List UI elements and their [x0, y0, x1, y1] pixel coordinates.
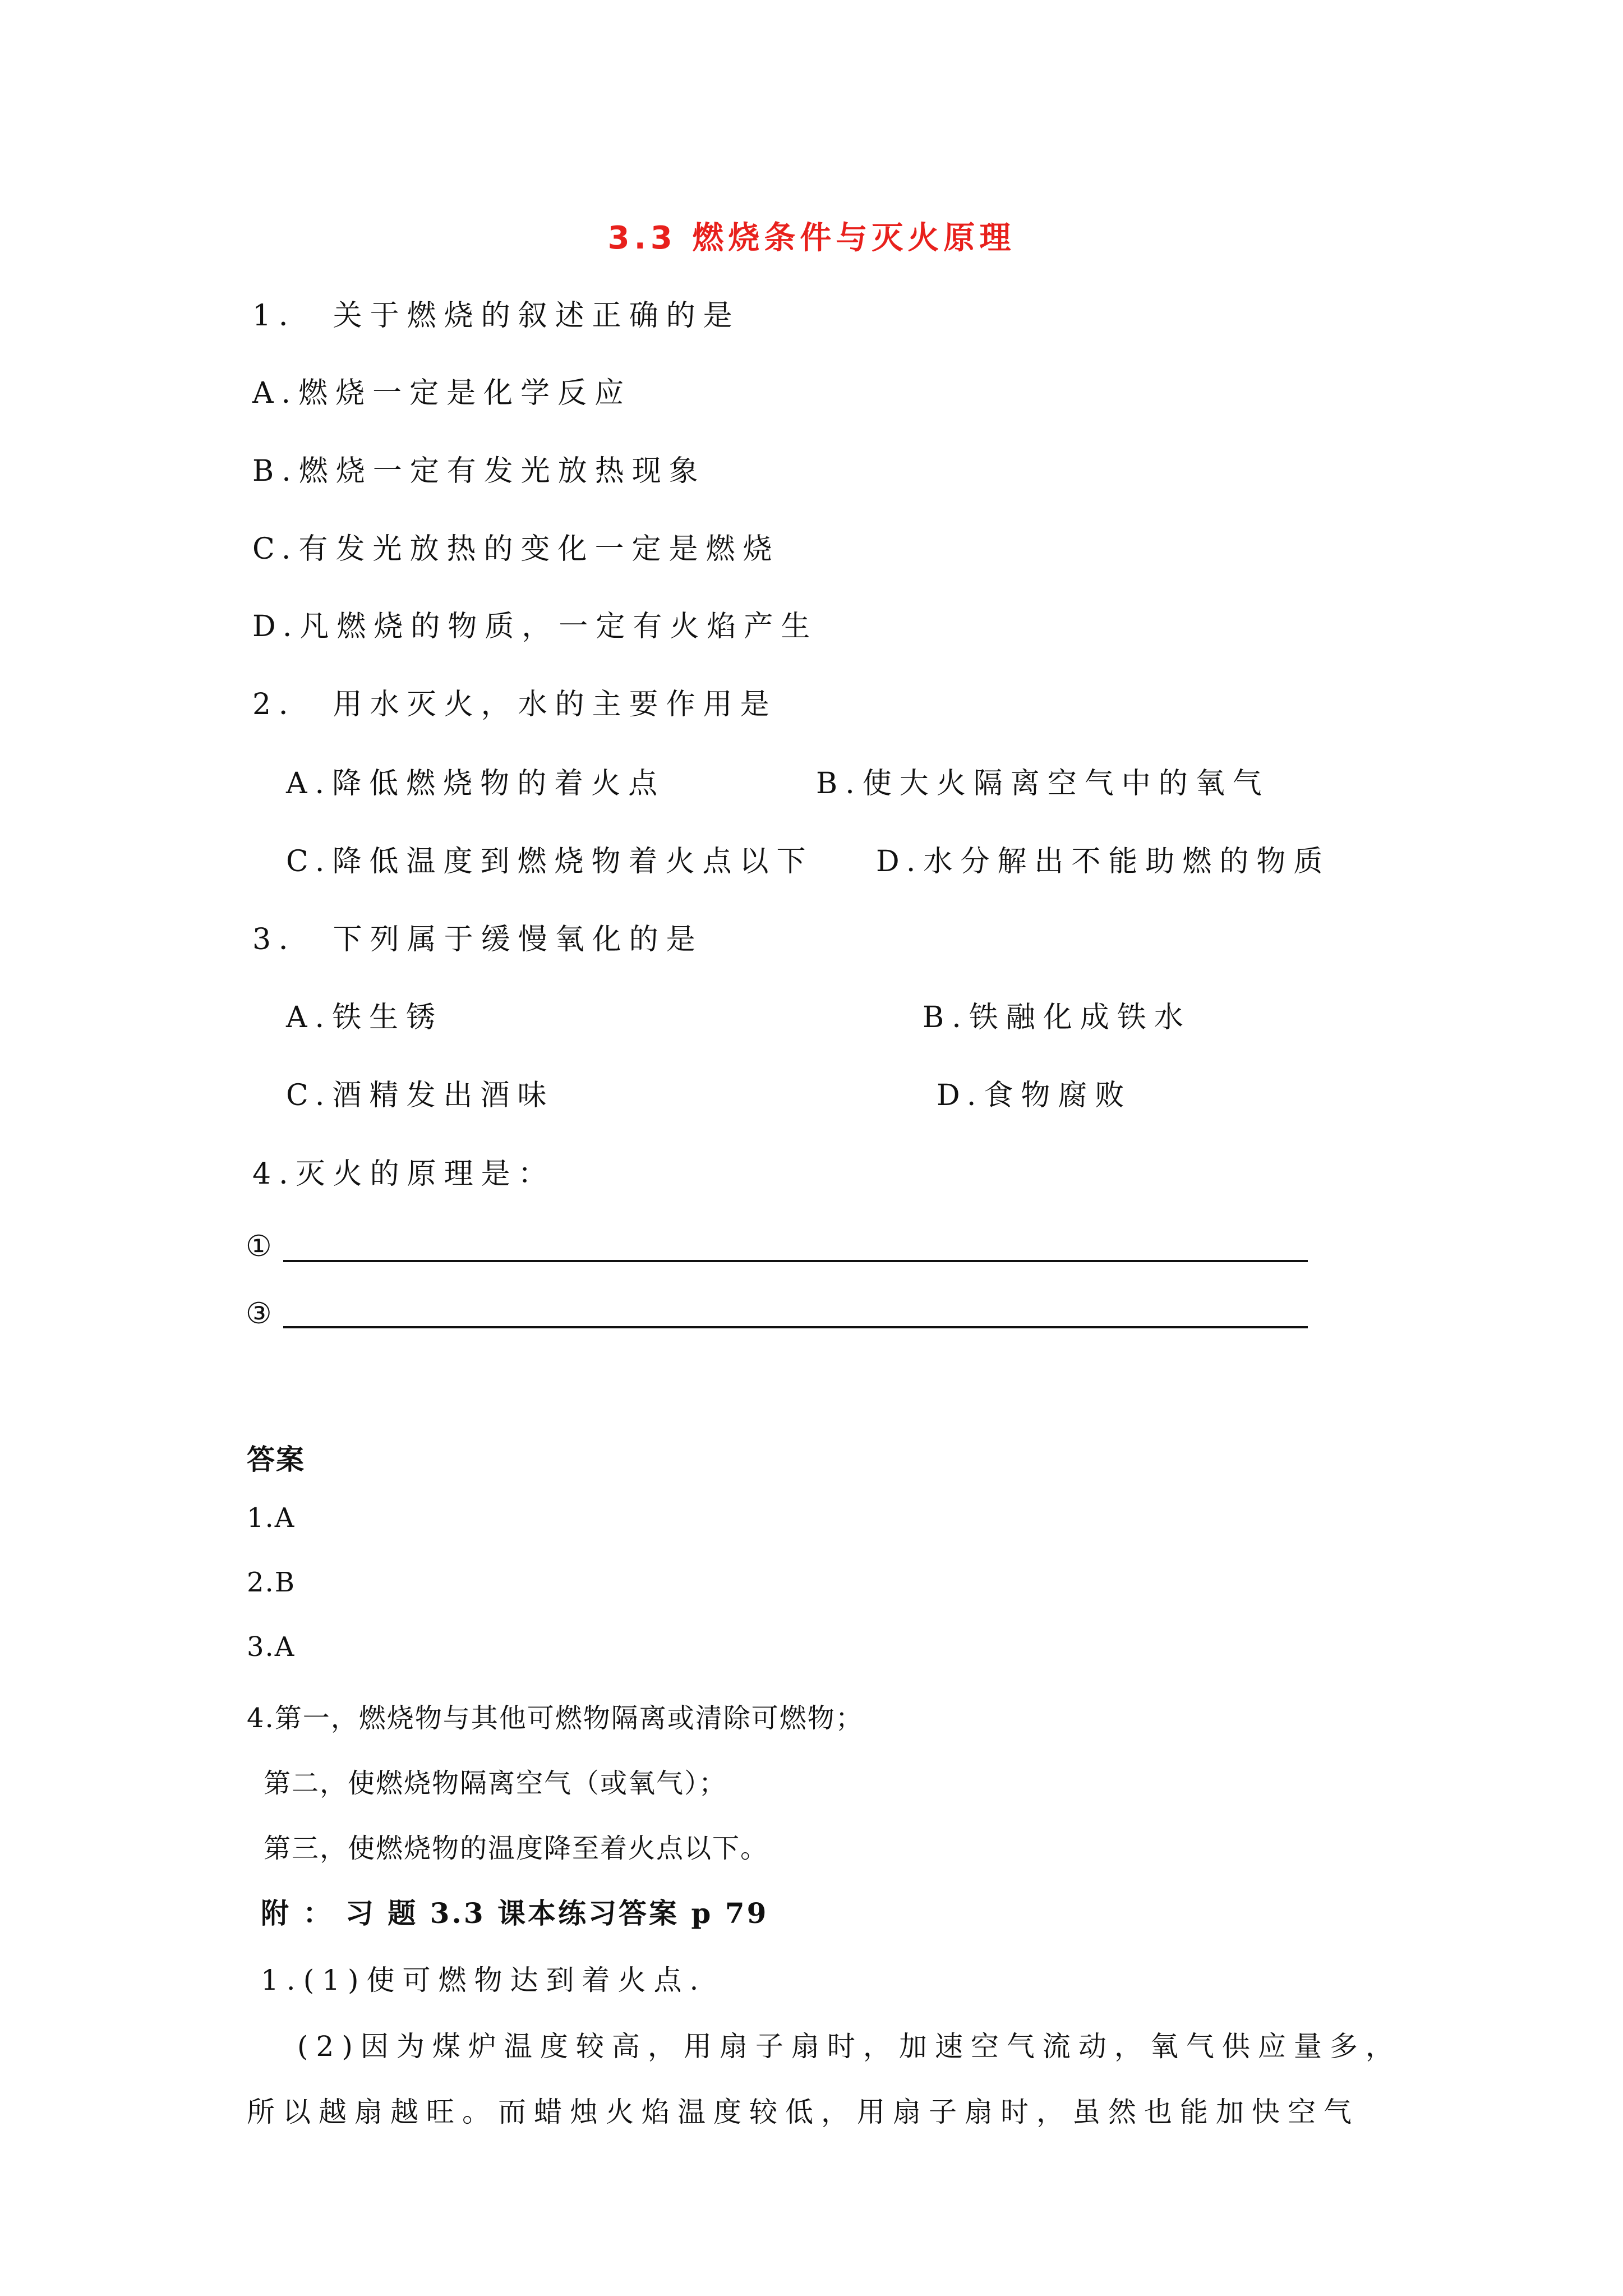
answer-4-line-2: 第二，使燃烧物隔离空气（或氧气）；	[264, 1768, 727, 1799]
appendix-line-1: 1.(1)使可燃物达到着火点.	[261, 1964, 707, 1996]
question-3-stem: 3． 下列属于缓慢氧化的是	[252, 923, 703, 956]
answer-3: 3.A	[247, 1631, 296, 1663]
answer-4-line-3: 第三，使燃烧物的温度降至着火点以下。	[264, 1833, 769, 1864]
question-1-stem: 1． 关于燃烧的叙述正确的是	[252, 299, 740, 333]
appendix-line-2: (2)因为煤炉温度较高，用扇子扇时，加速空气流动，氧气供应量多，	[297, 2030, 1401, 2063]
answer-4-line-1: 4.第一，燃烧物与其他可燃物隔离或清除可燃物；	[247, 1703, 864, 1734]
answer-1: 1.A	[247, 1502, 296, 1534]
question-2-option-b: B.使大火隔离空气中的氧气	[816, 767, 1270, 800]
question-2-stem: 2． 用水灭火，水的主要作用是	[252, 688, 777, 721]
page-title: 3.3 燃烧条件与灭火原理	[607, 220, 1016, 256]
appendix-line-3: 所以越扇越旺。而蜡烛火焰温度较低，用扇子扇时，虽然也能加快空气	[247, 2096, 1359, 2128]
question-1-option-a: A.燃烧一定是化学反应	[252, 376, 632, 410]
question-4-stem: 4.灭火的原理是：	[252, 1157, 555, 1191]
question-1-option-c: C.有发光放热的变化一定是燃烧	[252, 532, 780, 566]
question-1-option-d: D.凡燃烧的物质，一定有火焰产生	[252, 610, 818, 643]
answer-2: 2.B	[247, 1567, 296, 1598]
question-2-option-c: C.降低温度到燃烧物着火点以下	[286, 845, 814, 878]
question-3-option-b: B.铁融化成铁水	[923, 1001, 1191, 1034]
question-3-option-c: C.酒精发出酒味	[286, 1079, 555, 1112]
blank-marker-1: ①	[246, 1230, 272, 1263]
question-3-option-d: D.食物腐败	[937, 1079, 1132, 1112]
appendix-heading: 附 ： 习 题 3.3 课本练习答案 p 79	[261, 1897, 769, 1930]
question-2-option-a: A.降低燃烧物的着火点	[286, 767, 666, 800]
answer-blank-1	[283, 1260, 1308, 1262]
question-3-option-a: A.铁生锈	[286, 1001, 444, 1034]
answers-heading: 答案	[247, 1443, 305, 1476]
blank-marker-3: ③	[246, 1297, 272, 1331]
question-1-option-b: B.燃烧一定有发光放热现象	[252, 454, 706, 488]
question-2-option-d: D.水分解出不能助燃的物质	[876, 845, 1331, 878]
answer-blank-3	[283, 1326, 1308, 1328]
